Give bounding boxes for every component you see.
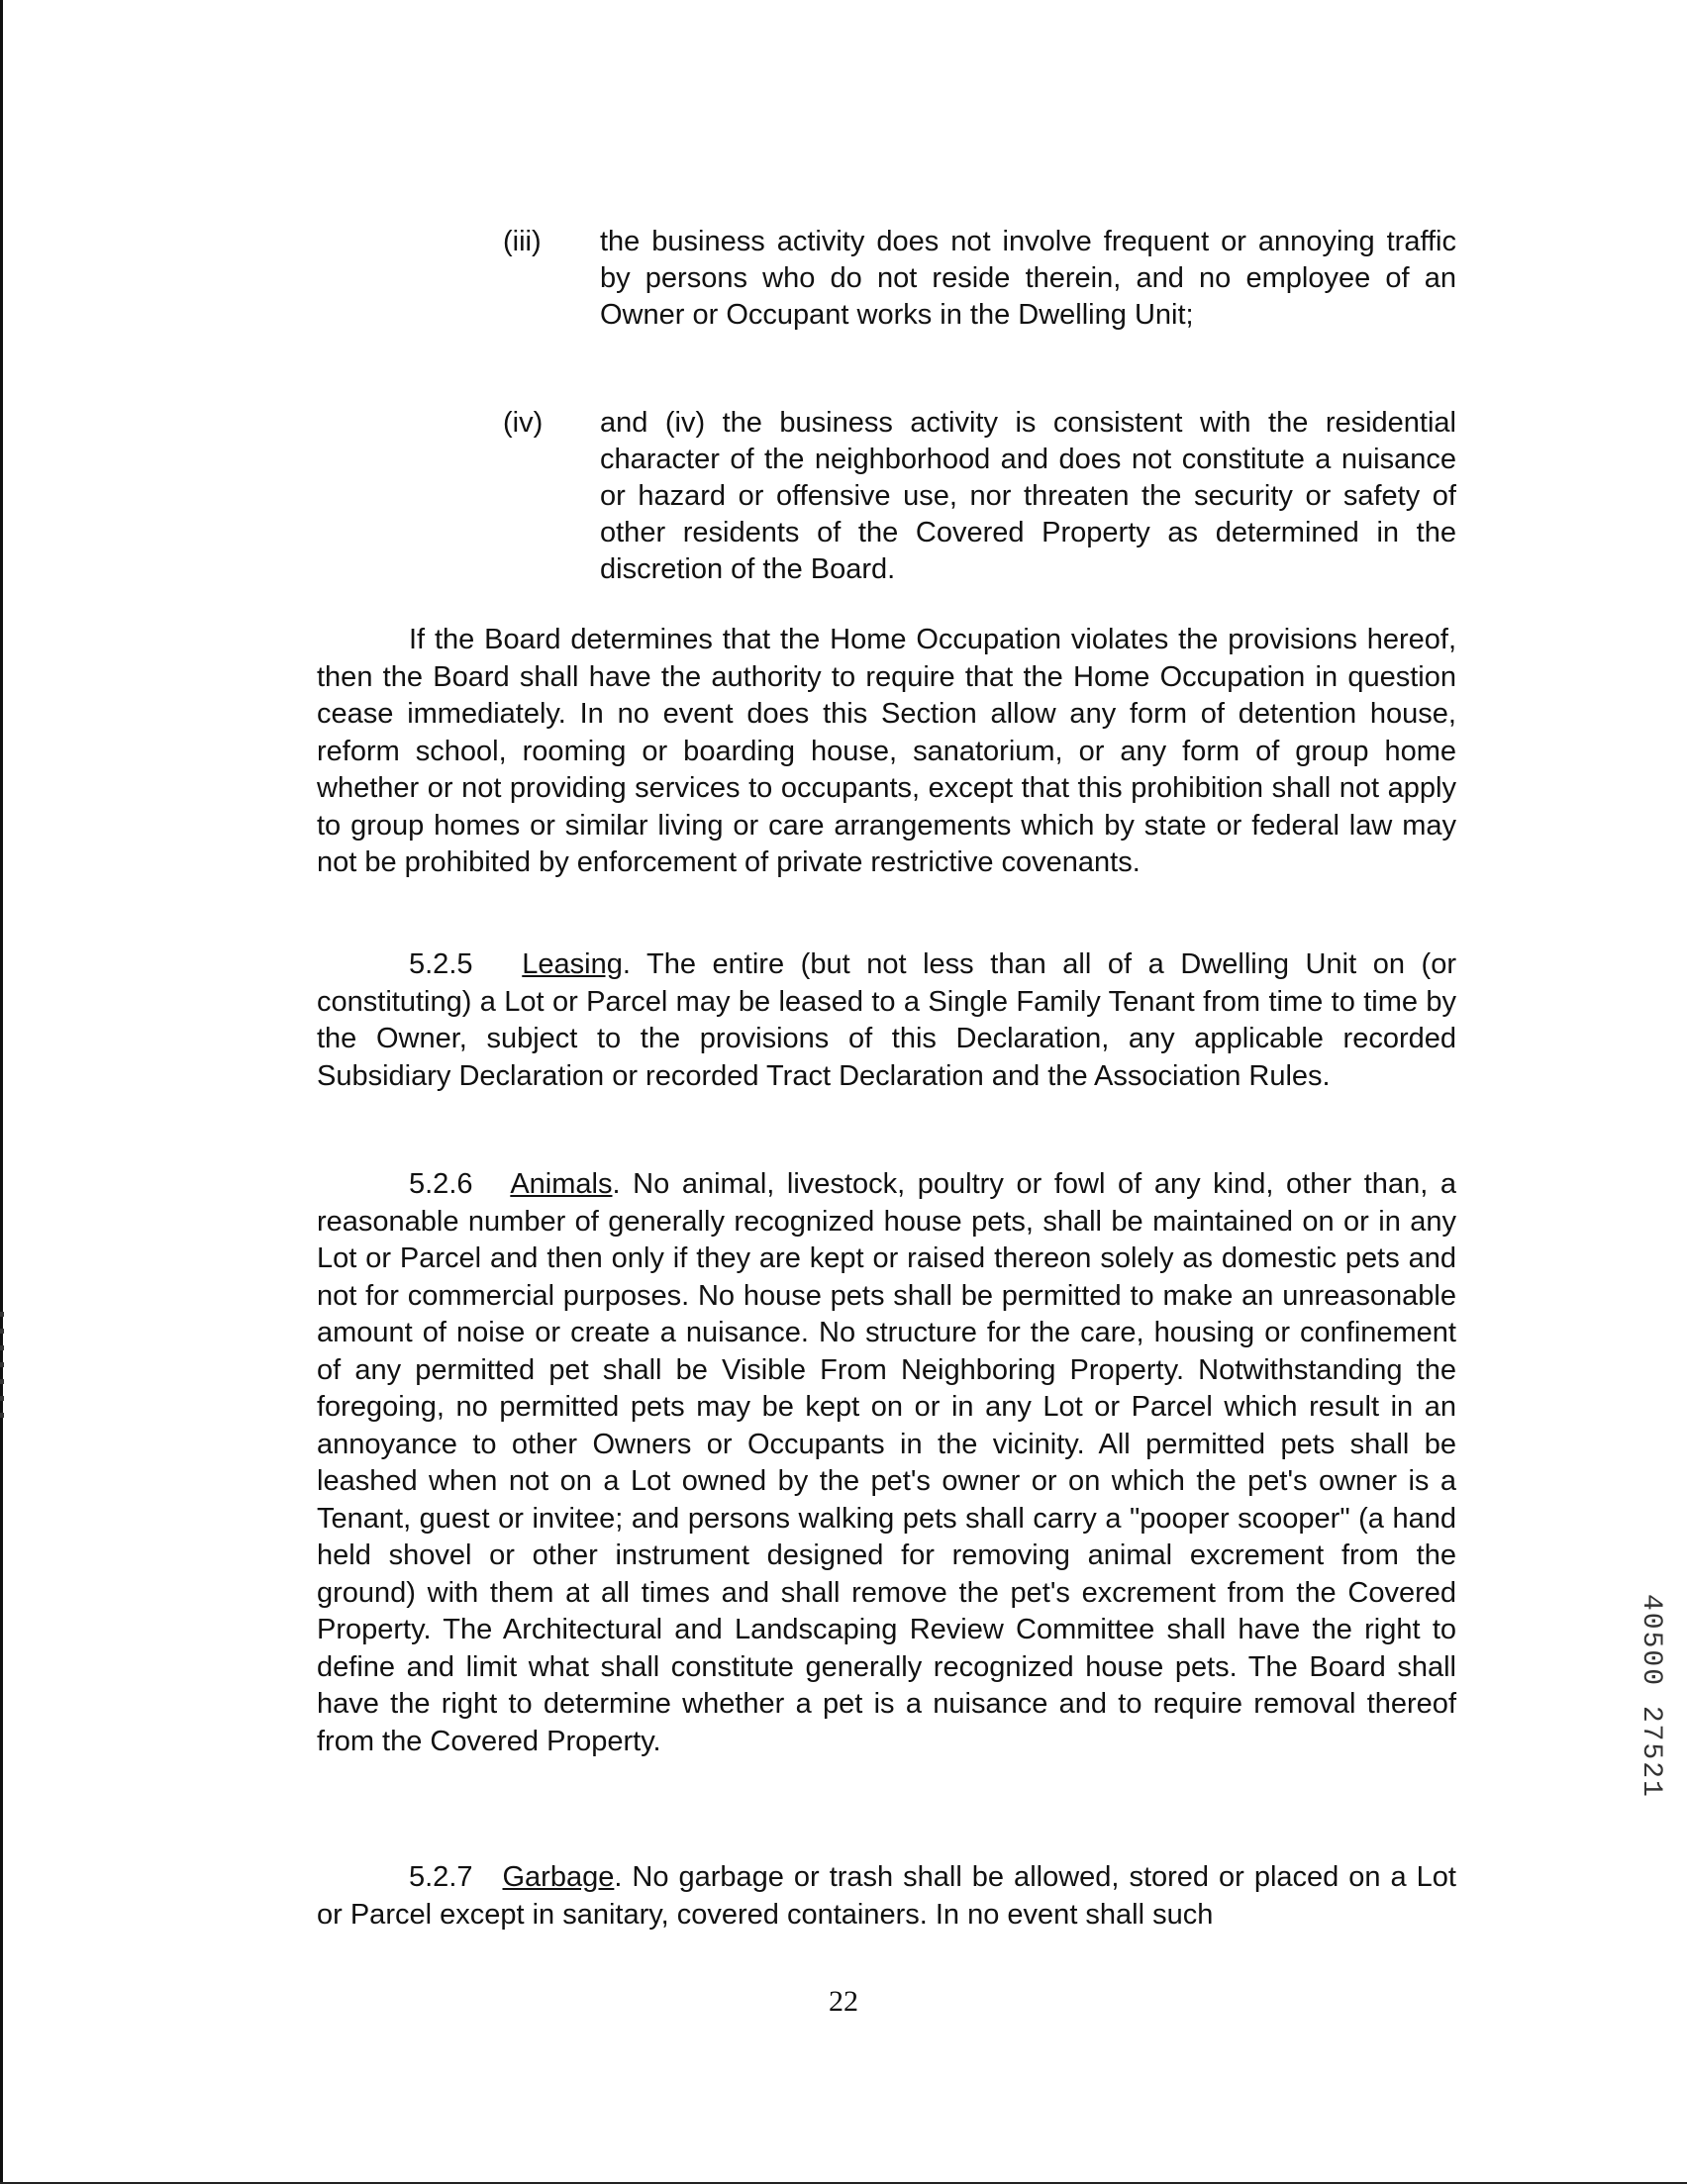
section-text: . No garbage or trash shall be allowed, stored or placed on a Lot or Parcel except in sanitary, covered containers. In no event shall such <box>317 1861 1456 1931</box>
section-5-2-7-garbage <box>317 1859 1456 1934</box>
section-text: . No animal, livestock, poultry or fowl of any kind, other than, a reasonable number of generally recognized house pets, shall be maintained on or in any Lot or Parcel and then only if they are kept or raised thereon solely as domestic pets and not for commercial purposes. No house pets shall be permitted to make an unreasonable amount of noise or create a nuisance. No structure for the care, housing or confinement of any permitted pet shall be Visible From Neighboring Property. Notwithstanding the foregoing, no permitted pets may be kept on or in any Lot or Parcel which result in an annoyance to other Owners or Occupants in the vicinity. All permitted pets shall be leashed when not on a Lot owned by the pet's owner or on which the pet's owner is a Tenant, guest or invitee; and persons walking pets shall carry a "pooper scooper" (a hand held shovel or other instrument designed for removing animal excrement from the ground) with them at all times and shall remove the pet's excrement from the Covered Property. The Architectural and Landscaping Review Committee shall have the right to define and limit what shall constitute generally recognized house pets. The Board shall have the right to determine whether a pet is a nuisance and to require removal thereof from the Covered Property. <box>317 1168 1456 1757</box>
list-item-number: (iii) <box>503 226 542 257</box>
section-number: 5.2.7 <box>409 1861 473 1893</box>
section-heading: Animals <box>510 1168 613 1200</box>
home-occupation-paragraph: If the Board determines that the Home Occupation violates the provisions hereof, then the Board shall have the authority to require that the Home Occupation in question cease immediately. In no event does this Section allow any form of detention house, reform school, rooming or boarding house, sanatorium, or any form of group home whether or not providing services to occupants, except that this prohibition shall not apply to group homes or similar living or care arrangements which by state or federal law may not be prohibited by enforcement of private restrictive covenants. <box>317 624 1456 878</box>
section-number: 5.2.5 <box>409 948 473 980</box>
section-text: . The entire (but not less than all of a Dwelling Unit on (or constituting) a Lot or Parcel may be leased to a Single Family Tenant from time to time by the Owner, subject to the provisions of this Declaration, any applicable recorded Subsidiary Declaration or recorded Tract Declaration and the Association Rules. <box>317 948 1457 1092</box>
section-heading: Garbage <box>502 1861 615 1893</box>
scan-left-edge <box>0 0 3 2184</box>
section-number: 5.2.6 <box>409 1168 473 1200</box>
page-number: 22 <box>829 1985 858 2018</box>
section-5-2-5-leasing <box>317 946 1456 1095</box>
list-item-text: the business activity does not involve frequent or annoying traffic by persons who do not reside therein, and no employee of an Owner or Occupant works in the Dwelling Unit; <box>600 226 1456 331</box>
scan-margin-marks <box>0 1312 4 1430</box>
recording-stamp: 40500 27521 <box>1636 1594 1666 1799</box>
list-item-text: and (iv) the business activity is consistent with the residential character of the neighborhood and does not constitute a nuisance or hazard or offensive use, nor threaten the security or safety of other residents of the Covered Property as determined in the discretion of the Board. <box>600 407 1456 585</box>
list-item-number: (iv) <box>503 407 544 439</box>
section-5-2-6-animals <box>317 1166 1456 1760</box>
section-heading: Leasing <box>522 948 623 980</box>
